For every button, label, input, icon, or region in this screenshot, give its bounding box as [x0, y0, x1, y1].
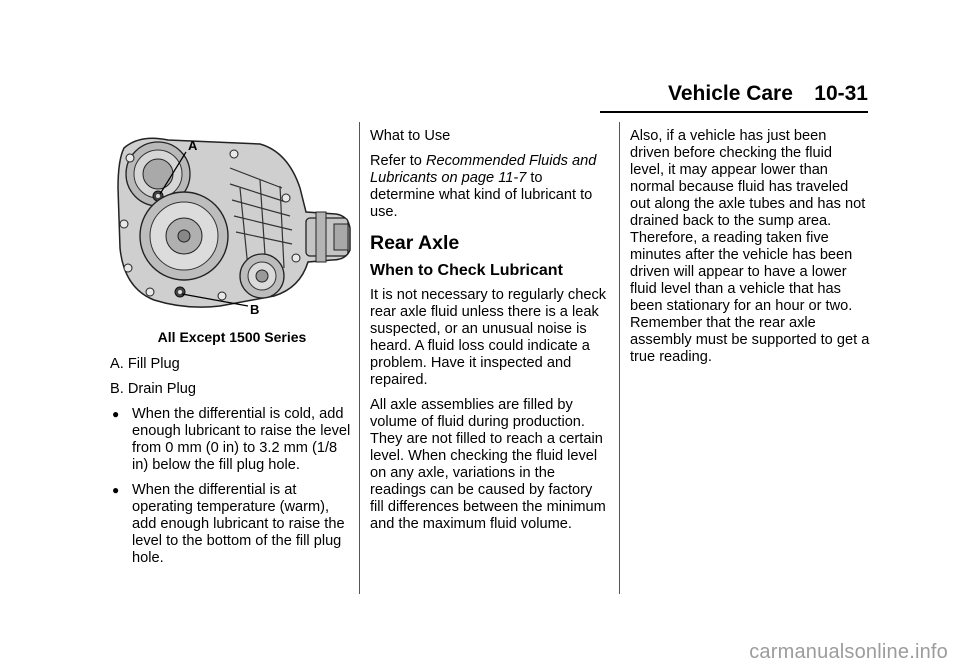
column-1 — [110, 128, 354, 575]
column-3 — [630, 128, 870, 374]
column-2 — [370, 128, 610, 541]
paragraph-fill-volume: All axle assemblies are filled by volume of fluid during production. They are not filled to reach a certain level. When checking the fluid level on any axle, variations in the readings can be caused by factory fill differences between the minimum and the maximum fluid volume. — [370, 397, 606, 532]
refer-post: to determine what kind of lubricant to use. — [370, 170, 593, 220]
watermark: carmanualsonline.info — [749, 641, 948, 663]
bullet-icon: ● — [112, 483, 120, 497]
bullet-text: When the differential is at operating temperature (warm), add enough lubricant to raise the level to the bottom of the fill plug hole. — [132, 482, 345, 566]
paragraph-reading: Also, if a vehicle has just been driven before checking the fluid level, it may appear lower than normal because fluid has traveled out along the axle tubes and has not drained back to the sump area. Therefore, a reading taken five minutes after the vehicle has been driven will appear to have a lower fluid level than a vehicle that has been stationary for an hour or two. Remember that the rear axle assembly must be supported to get a true reading. — [630, 128, 870, 365]
legend-fill-plug: A. Fill Plug — [110, 356, 180, 372]
fluids-reference-link[interactable]: Recommended Fluids and Lubricants on page 11-7 — [370, 153, 597, 186]
figure-caption: All Except 1500 Series — [157, 329, 307, 345]
callout-a: A — [188, 138, 198, 153]
page-header — [600, 78, 868, 106]
page-number: 10-31 — [814, 82, 868, 105]
differential-illustration — [110, 128, 354, 318]
subhead-what-to-use: What to Use — [370, 128, 451, 144]
header-rule — [600, 111, 868, 113]
heading-rear-axle: Rear Axle — [370, 232, 460, 254]
refer-paragraph — [370, 153, 610, 221]
column-divider-2 — [619, 122, 620, 594]
legend-drain-plug: B. Drain Plug — [110, 381, 196, 397]
column-divider-1 — [359, 122, 360, 594]
refer-pre: Refer to — [370, 153, 426, 169]
section-title: Vehicle Care — [668, 82, 793, 105]
bullet-icon: ● — [112, 407, 120, 421]
bullet-warm-differential — [110, 482, 354, 567]
bullet-text: When the differential is cold, add enough lubricant to raise the level from 0 mm (0 in) to 3.2 mm (1/8 in) below the fill plug hole. — [132, 406, 351, 473]
callout-b: B — [250, 302, 260, 317]
subheading-when-to-check: When to Check Lubricant — [370, 262, 563, 279]
paragraph-fluid-check: It is not necessary to regularly check rear axle fluid unless there is a leak suspected, or an unusual noise is heard. A fluid loss could indicate a problem. Have it inspected and repaired. — [370, 287, 607, 388]
bullet-cold-differential — [110, 406, 354, 474]
